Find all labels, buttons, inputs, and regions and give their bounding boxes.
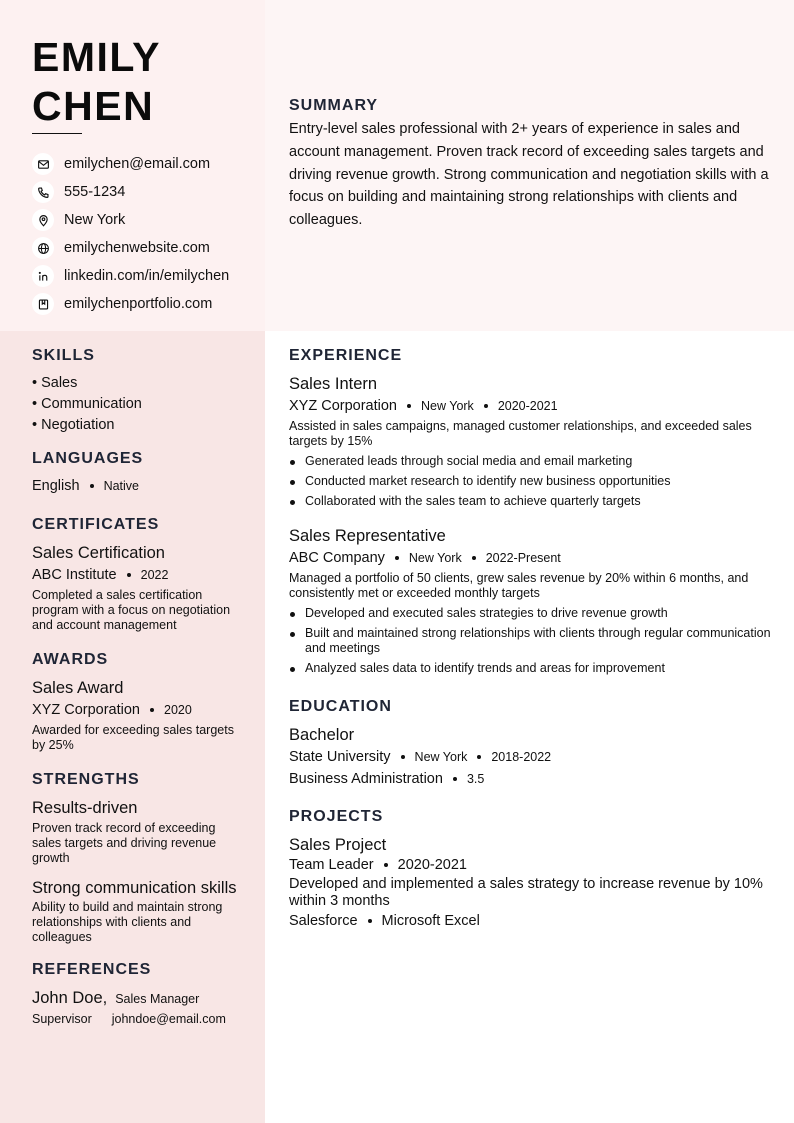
location-icon: [32, 209, 54, 231]
contact-location-text: New York: [64, 212, 126, 228]
references-title: REFERENCES: [32, 961, 152, 978]
separator-dot: [484, 404, 488, 408]
awards-section: [32, 651, 247, 753]
job-bullet: [289, 454, 774, 469]
experience-section: [289, 347, 774, 676]
separator-dot: [384, 863, 388, 867]
job-dates: 2022-Present: [485, 551, 561, 565]
projects-section: [289, 808, 774, 931]
strength-description: Proven track record of exceeding sales targets and driving revenue growth: [32, 821, 217, 865]
job-bullet: [289, 494, 774, 509]
education-school: State University: [289, 749, 391, 765]
skill-item: • Sales: [32, 375, 78, 391]
skill-item: • Communication: [32, 396, 142, 412]
bullet-dot: [289, 606, 305, 621]
bullet-dot: [289, 661, 305, 676]
language-level: Native: [103, 479, 139, 493]
certificate-issuer: ABC Institute: [32, 567, 117, 583]
globe-icon: [32, 237, 54, 259]
education-location: New York: [414, 750, 468, 764]
job-bullet-text: Conducted market research to identify new business opportunities: [305, 474, 671, 488]
reference-details: [32, 1010, 247, 1028]
job-title: Sales Representative: [289, 527, 446, 545]
education-dates: 2018-2022: [491, 750, 552, 764]
languages-section: [32, 450, 247, 496]
linkedin-icon: [32, 265, 54, 287]
contact-location: [32, 206, 257, 234]
name-line-1: EMILY: [32, 34, 162, 80]
contact-linkedin[interactable]: [32, 262, 257, 290]
project-tool: Salesforce: [289, 913, 358, 929]
job-bullet: [289, 626, 774, 656]
sidebar-content: [32, 347, 247, 1042]
award-meta: [32, 699, 247, 721]
job-entry: [289, 525, 774, 676]
skills-section: [32, 347, 247, 436]
job-location: New York: [408, 551, 462, 565]
job-summary: Managed a portfolio of 50 clients, grew sales revenue by 20% within 6 months, and consistently met or exceeded monthly targets: [289, 571, 749, 600]
education-section: [289, 698, 774, 790]
job-company: ABC Company: [289, 550, 385, 566]
contact-portfolio[interactable]: [32, 290, 257, 318]
job-bullet-text: Developed and executed sales strategies to drive revenue growth: [305, 606, 668, 620]
name-divider: [32, 133, 82, 134]
main-content: [289, 347, 774, 945]
bullet-dot: [289, 454, 305, 469]
certificate-year: 2022: [140, 568, 169, 582]
language-item: [32, 476, 247, 496]
award-year: 2020: [164, 703, 192, 717]
skills-title: SKILLS: [32, 347, 95, 364]
job-summary: Assisted in sales campaigns, managed customer relationships, and exceeded sales targets by 15%: [289, 419, 752, 448]
award-description: Awarded for exceeding sales targets by 25%: [32, 723, 234, 752]
job-bullet: [289, 661, 774, 676]
name-line-2: CHEN: [32, 83, 155, 129]
job-bullet: [289, 606, 774, 621]
phone-icon: [32, 181, 54, 203]
project-description: Developed and implemented a sales strategy to increase revenue by 10% within 3 months: [289, 876, 763, 909]
bullet-dot: [289, 494, 305, 509]
contact-website-text: emilychenwebsite.com: [64, 240, 210, 256]
job-entry: [289, 373, 774, 509]
separator-dot: [150, 708, 154, 712]
certificate-meta: [32, 564, 247, 586]
award-name: Sales Award: [32, 679, 124, 697]
contact-email-text: emilychen@email.com: [64, 156, 211, 172]
separator-dot: [90, 484, 94, 488]
award-issuer: XYZ Corporation: [32, 702, 140, 718]
certificates-title: CERTIFICATES: [32, 516, 160, 533]
job-dates: 2020-2021: [497, 399, 558, 413]
mail-icon: [32, 153, 54, 175]
projects-title: PROJECTS: [289, 808, 384, 825]
reference-header: [32, 987, 247, 1010]
language-name: English: [32, 478, 80, 494]
contact-website[interactable]: [32, 234, 257, 262]
candidate-name: [32, 33, 161, 131]
separator-dot: [477, 755, 481, 759]
bookmark-icon: [32, 293, 54, 315]
reference-contact[interactable]: johndoe@email.com: [111, 1012, 226, 1026]
summary-text: Entry-level sales professional with 2+ years of experience in sales and account management. Proven track record of exceeding sales targets and driving revenue growth. Strong communication and negotiation skills with a focus on building and maintaining strong relationships with clients and colleagues.: [289, 121, 769, 229]
job-bullet-text: Analyzed sales data to identify trends and areas for improvement: [305, 661, 665, 675]
strength-name: Strong communication skills: [32, 879, 237, 897]
separator-dot: [401, 755, 405, 759]
job-meta: [289, 395, 774, 417]
separator-dot: [472, 556, 476, 560]
education-meta: [289, 746, 774, 768]
strength-item: [32, 878, 247, 945]
separator-dot: [395, 556, 399, 560]
separator-dot: [453, 777, 457, 781]
awards-title: AWARDS: [32, 651, 109, 668]
reference-name: John Doe,: [32, 989, 108, 1007]
contact-list: [32, 150, 257, 318]
job-meta: [289, 547, 774, 569]
job-bullet-text: Collaborated with the sales team to achieve quarterly targets: [305, 494, 641, 508]
strength-name: Results-driven: [32, 799, 138, 817]
references-section: [32, 961, 247, 1028]
project-tool: Microsoft Excel: [381, 913, 480, 929]
education-field: Business Administration: [289, 771, 443, 787]
reference-position: Sales Manager: [115, 992, 200, 1006]
certificate-name: Sales Certification: [32, 544, 165, 562]
bullet-dot: [289, 474, 305, 489]
contact-phone-text: 555-1234: [64, 184, 126, 200]
languages-title: LANGUAGES: [32, 450, 144, 467]
contact-phone[interactable]: [32, 178, 257, 206]
bullet-dot: [289, 626, 305, 656]
job-company: XYZ Corporation: [289, 398, 397, 414]
job-bullet-text: Built and maintained strong relationships with clients through regular communication and meetings: [305, 626, 771, 655]
summary-title: SUMMARY: [289, 97, 379, 114]
separator-dot: [127, 573, 131, 577]
project-dates: 2020-2021: [397, 857, 467, 873]
strengths-title: STRENGTHS: [32, 771, 140, 788]
contact-linkedin-text: linkedin.com/in/emilychen: [64, 268, 230, 284]
project-meta: [289, 856, 774, 874]
education-gpa: 3.5: [466, 772, 485, 786]
certificate-description: Completed a sales certification program with a focus on negotiation and account management: [32, 588, 231, 632]
job-title: Sales Intern: [289, 375, 378, 393]
strength-description: Ability to build and maintain strong relationships with clients and colleagues: [32, 900, 223, 944]
strengths-section: [32, 771, 247, 945]
certificates-section: [32, 516, 247, 633]
summary-section: [289, 97, 774, 232]
project-tools: [289, 911, 774, 931]
reference-relation: Supervisor: [32, 1012, 92, 1026]
contact-email[interactable]: [32, 150, 257, 178]
strength-item: [32, 797, 247, 866]
education-degree: Bachelor: [289, 726, 355, 744]
contact-portfolio-text: emilychenportfolio.com: [64, 296, 213, 312]
project-name: Sales Project: [289, 836, 387, 854]
education-field-row: [289, 768, 774, 790]
job-bullet: [289, 474, 774, 489]
separator-dot: [407, 404, 411, 408]
skill-item: • Negotiation: [32, 417, 115, 433]
job-location: New York: [421, 399, 474, 413]
education-title: EDUCATION: [289, 698, 392, 715]
job-bullet-text: Generated leads through social media and email marketing: [305, 454, 633, 468]
project-role: Team Leader: [289, 857, 374, 873]
experience-title: EXPERIENCE: [289, 347, 403, 364]
separator-dot: [368, 919, 372, 923]
